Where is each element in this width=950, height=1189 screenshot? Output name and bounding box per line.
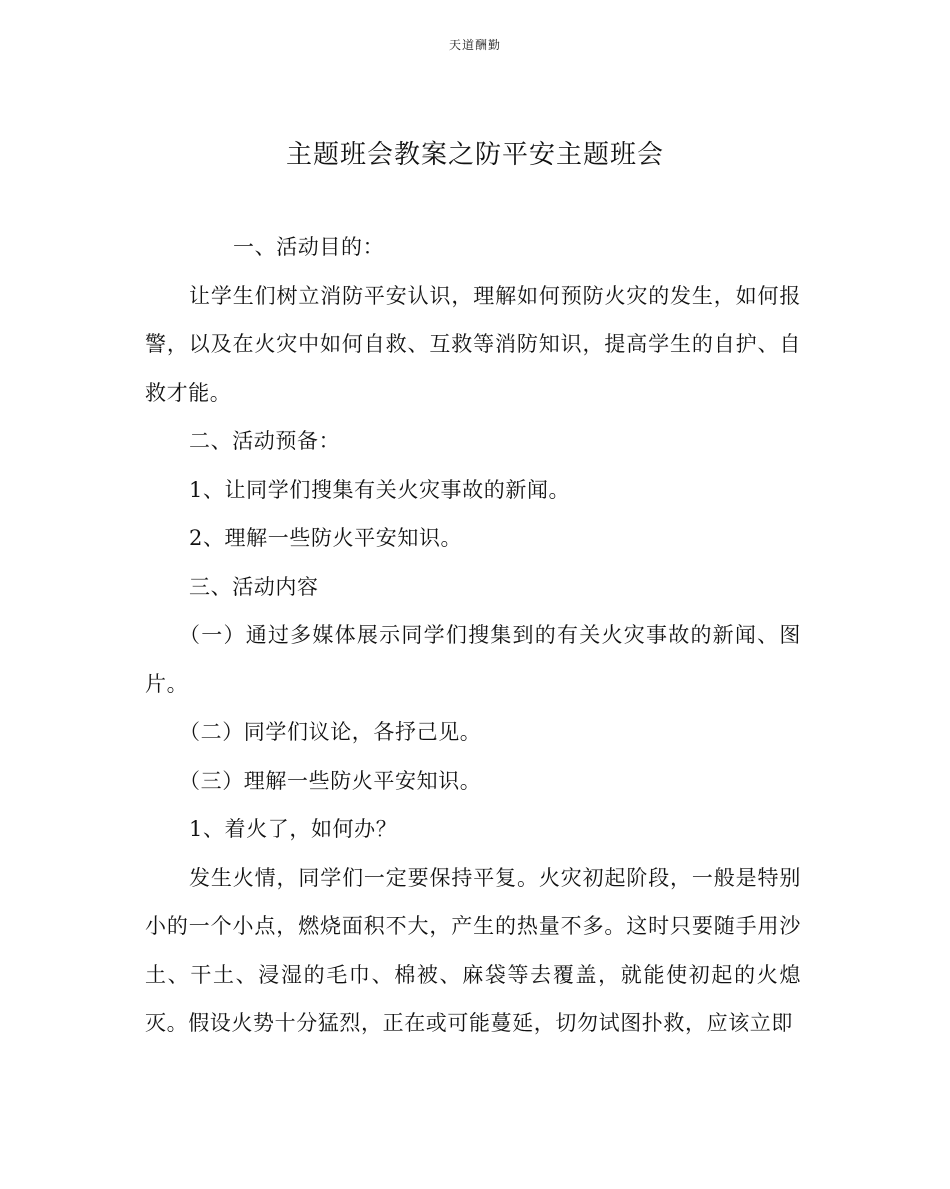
document-title: 主题班会教案之防平安主题班会 [285, 140, 664, 170]
content-item-3: （三）理解一些防火平安知识。 [179, 768, 482, 793]
document-body [145, 223, 801, 1048]
paragraph-purpose: 让学生们树立消防平安认识，理解如何预防火灾的发生，如何报警，以及在火灾中如何自救、互救等消防知识，提高学生的自护、自救才能。 [145, 283, 801, 405]
section-heading-purpose: 一、活动目的： [233, 235, 385, 259]
section-heading-content: 三、活动内容 [189, 574, 319, 599]
subheading-on-fire: 1、着火了，如何办？ [189, 817, 398, 841]
section-heading-preparation: 二、活动预备： [189, 429, 341, 453]
header-note: 天道酬勤 [448, 38, 501, 52]
content-item-1: （一）通过多媒体展示同学们搜集到的有关火灾事故的新闻、图片。 [145, 623, 801, 696]
content-item-2: （二）同学们议论，各抒己见。 [179, 720, 482, 744]
list-item-preparation-1: 1、让同学们搜集有关火灾事故的新闻。 [189, 477, 571, 502]
paragraph-fire-response: 发生火情，同学们一定要保持平复。火灾初起阶段，一般是特别小的一个小点，燃烧面积不大，产生的热量不多。这时只要随手用沙土、干土、浸湿的毛巾、棉被、麻袋等去覆盖，就能使初起的火熄灭。假设火势十分猛烈，正在或可能蔓延，切勿试图扑救，应该立即 [145, 865, 801, 1035]
list-item-preparation-2: 2、理解一些防火平安知识。 [189, 526, 463, 550]
